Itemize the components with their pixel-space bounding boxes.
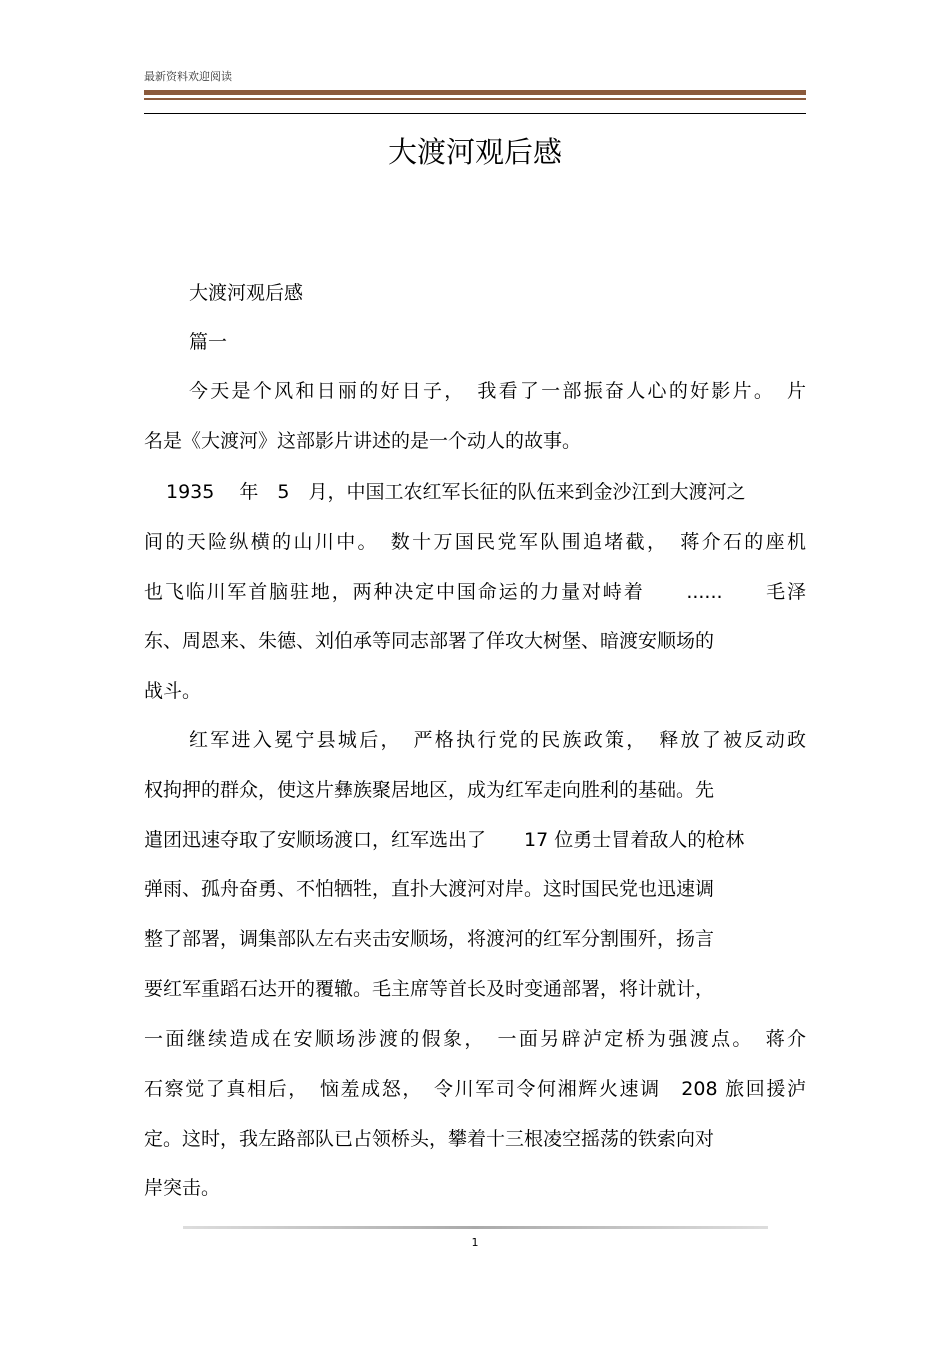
document-title: 大渡河观后感 bbox=[387, 135, 562, 169]
body-line: 岸突击。 bbox=[144, 1177, 221, 1199]
body-line: 整了部署，调集部队左右夹击安顺场，将渡河的红军分割围歼，扬言 bbox=[144, 928, 715, 950]
header-note: 最新资料欢迎阅读 bbox=[144, 70, 232, 83]
page-number: 1 bbox=[471, 1236, 479, 1249]
body-line-subtitle: 大渡河观后感 bbox=[189, 282, 304, 304]
header-rule-thick bbox=[144, 90, 806, 95]
body-line: 弹雨、孤舟奋勇、不怕牺牲，直扑大渡河对岸。这时国民党也迅速调 bbox=[144, 878, 715, 900]
body-line: 名是《大渡河》这部影片讲述的是一个动人的故事。 bbox=[144, 430, 582, 452]
body-line: 一面继续造成在安顺场涉渡的假象， 一面另辟泸定桥为强渡点。 蒋介 bbox=[144, 1028, 806, 1050]
body-line-section: 篇一 bbox=[189, 331, 228, 353]
body-line: 权拘押的群众，使这片彝族聚居地区，成为红军走向胜利的基础。先 bbox=[144, 779, 715, 801]
body-line: 间的天险纵横的山川中。 数十万国民党军队围追堵截， 蒋介石的座机 bbox=[144, 531, 806, 553]
header-rule-black bbox=[144, 113, 806, 114]
body-line: 也飞临川军首脑驻地，两种决定中国命运的力量对峙着 ...... 毛泽 bbox=[144, 581, 806, 603]
body-line: 战斗。 bbox=[144, 680, 202, 702]
body-line: 东、周恩来、朱德、刘伯承等同志部署了佯攻大树堡、暗渡安顺场的 bbox=[144, 630, 715, 652]
body-line: 1935 年 5 月，中国工农红军长征的队伍来到金沙江到大渡河之 bbox=[166, 481, 746, 503]
body-line: 今天是个风和日丽的好日子， 我看了一部振奋人心的好影片。 片 bbox=[189, 380, 806, 402]
header-rule-thin bbox=[144, 98, 806, 100]
body-line: 遣团迅速夺取了安顺场渡口，红军选出了 17 位勇士冒着敌人的枪林 bbox=[144, 829, 745, 851]
body-line: 石察觉了真相后， 恼羞成怒， 令川军司令何湘辉火速调 208 旅回援泸 bbox=[144, 1078, 806, 1100]
body-line: 定。这时，我左路部队已占领桥头，攀着十三根凌空摇荡的铁索向对 bbox=[144, 1128, 715, 1150]
body-line: 红军进入冕宁县城后， 严格执行党的民族政策， 释放了被反动政 bbox=[189, 729, 806, 751]
footer-rule bbox=[183, 1226, 768, 1229]
body-line: 要红军重蹈石达开的覆辙。毛主席等首长及时变通部署，将计就计， bbox=[144, 978, 715, 1000]
